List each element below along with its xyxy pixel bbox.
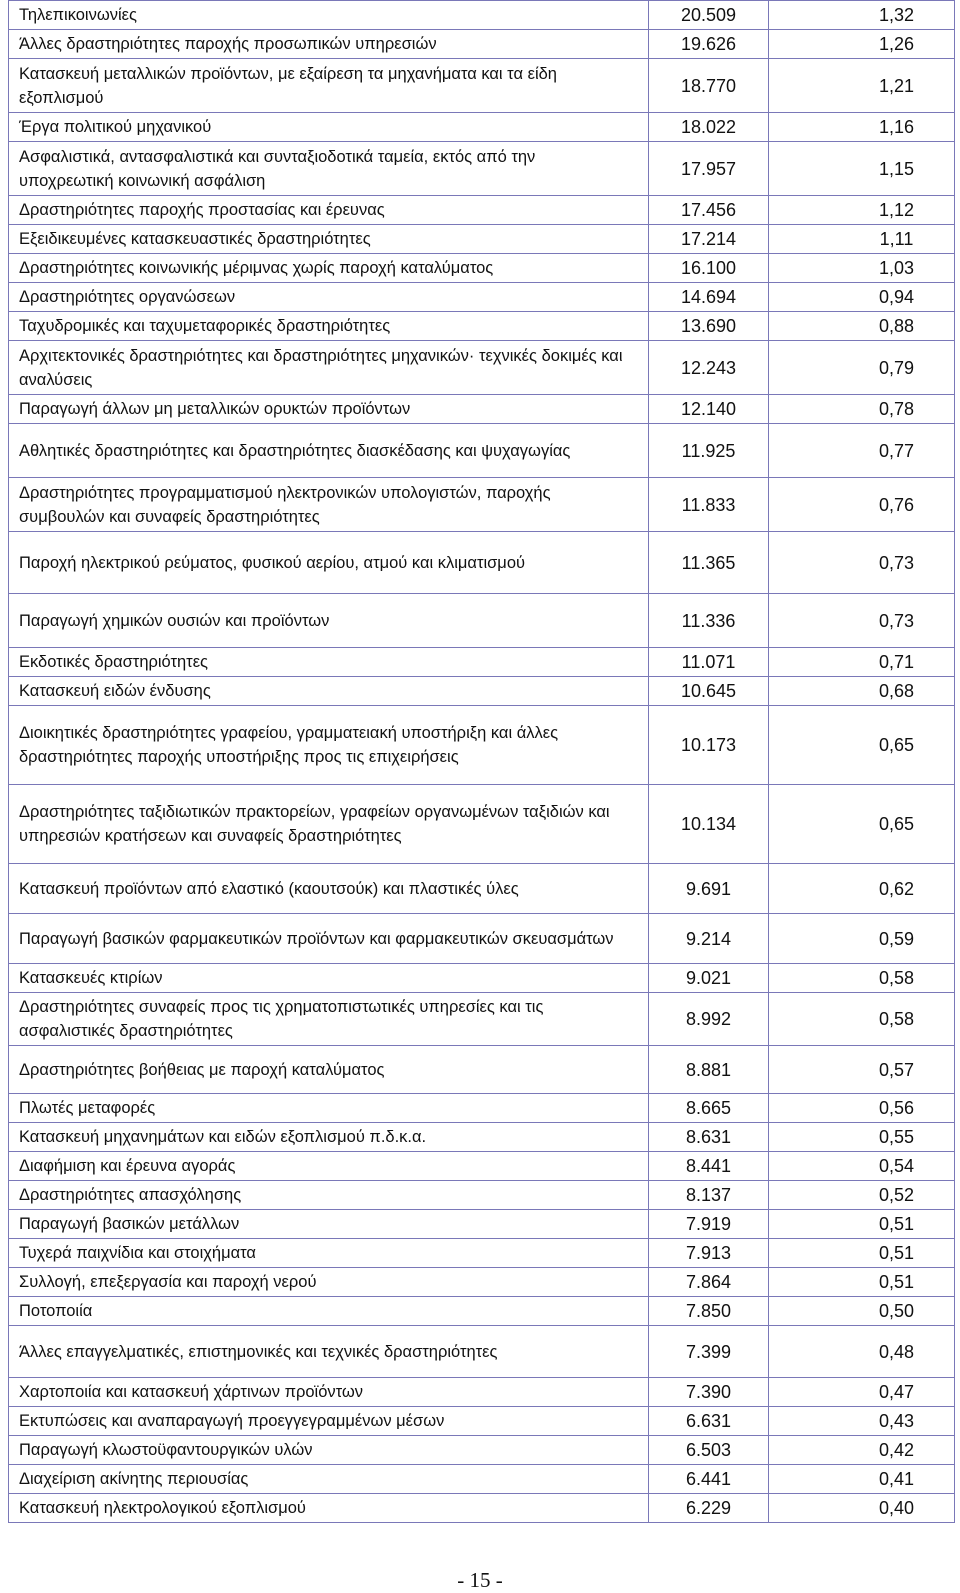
row-name-cell: Άλλες επαγγελματικές, επιστημονικές και τεχνικές δραστηριότητες xyxy=(9,1326,649,1378)
row-pct-cell: 1,32 xyxy=(769,1,955,30)
row-name-cell: Δραστηριότητες ταξιδιωτικών πρακτορείων, γραφείων οργανωμένων ταξιδιών και υπηρεσιών κρατήσεων και συναφείς δραστηριότητες xyxy=(9,785,649,864)
table-row xyxy=(9,283,955,312)
row-name-cell: Αθλητικές δραστηριότητες και δραστηριότητες διασκέδασης και ψυχαγωγίας xyxy=(9,424,649,478)
row-name-cell: Τηλεπικοινωνίες xyxy=(9,1,649,30)
row-pct-cell: 0,68 xyxy=(769,677,955,706)
row-pct-cell: 0,47 xyxy=(769,1378,955,1407)
table-row xyxy=(9,1046,955,1094)
row-count-cell: 17.456 xyxy=(649,196,769,225)
row-name-cell: Παραγωγή κλωστοϋφαντουργικών υλών xyxy=(9,1436,649,1465)
row-count-cell: 18.022 xyxy=(649,113,769,142)
row-count-cell: 7.864 xyxy=(649,1268,769,1297)
row-pct-cell: 0,42 xyxy=(769,1436,955,1465)
row-pct-cell: 0,51 xyxy=(769,1239,955,1268)
row-pct-cell: 1,11 xyxy=(769,225,955,254)
row-count-cell: 12.140 xyxy=(649,395,769,424)
row-count-cell: 8.631 xyxy=(649,1123,769,1152)
row-count-cell: 7.919 xyxy=(649,1210,769,1239)
row-count-cell: 7.390 xyxy=(649,1378,769,1407)
table-row xyxy=(9,113,955,142)
row-count-cell: 8.137 xyxy=(649,1181,769,1210)
row-pct-cell: 0,58 xyxy=(769,993,955,1046)
row-pct-cell: 0,57 xyxy=(769,1046,955,1094)
row-name-cell: Ταχυδρομικές και ταχυμεταφορικές δραστηριότητες xyxy=(9,312,649,341)
table-row xyxy=(9,312,955,341)
row-pct-cell: 0,79 xyxy=(769,341,955,395)
table-row xyxy=(9,677,955,706)
row-pct-cell: 0,58 xyxy=(769,964,955,993)
table-row xyxy=(9,706,955,785)
row-pct-cell: 0,88 xyxy=(769,312,955,341)
sectors-table-body xyxy=(9,1,955,1523)
row-name-cell: Χαρτοποιία και κατασκευή χάρτινων προϊόντων xyxy=(9,1378,649,1407)
row-pct-cell: 0,59 xyxy=(769,914,955,964)
row-name-cell: Δραστηριότητες παροχής προστασίας και έρευνας xyxy=(9,196,649,225)
table-row xyxy=(9,1326,955,1378)
row-name-cell: Διοικητικές δραστηριότητες γραφείου, γραμματειακή υποστήριξη και άλλες δραστηριότητες παροχής υποστήριξης προς τις επιχειρήσεις xyxy=(9,706,649,785)
table-row xyxy=(9,1181,955,1210)
table-row xyxy=(9,225,955,254)
row-count-cell: 17.214 xyxy=(649,225,769,254)
row-count-cell: 10.173 xyxy=(649,706,769,785)
row-pct-cell: 1,21 xyxy=(769,59,955,113)
row-name-cell: Παραγωγή βασικών φαρμακευτικών προϊόντων και φαρμακευτικών σκευασμάτων xyxy=(9,914,649,964)
row-count-cell: 6.503 xyxy=(649,1436,769,1465)
row-count-cell: 8.441 xyxy=(649,1152,769,1181)
row-name-cell: Δραστηριότητες βοήθειας με παροχή καταλύματος xyxy=(9,1046,649,1094)
table-row xyxy=(9,1123,955,1152)
row-count-cell: 6.631 xyxy=(649,1407,769,1436)
row-pct-cell: 0,40 xyxy=(769,1494,955,1523)
row-name-cell: Δραστηριότητες προγραμματισμού ηλεκτρονικών υπολογιστών, παροχής συμβουλών και συναφείς δραστηριότητες xyxy=(9,478,649,532)
row-name-cell: Διαχείριση ακίνητης περιουσίας xyxy=(9,1465,649,1494)
row-name-cell: Δραστηριότητες κοινωνικής μέριμνας χωρίς παροχή καταλύματος xyxy=(9,254,649,283)
row-name-cell: Παραγωγή βασικών μετάλλων xyxy=(9,1210,649,1239)
row-name-cell: Αρχιτεκτονικές δραστηριότητες και δραστηριότητες μηχανικών· τεχνικές δοκιμές και αναλύσεις xyxy=(9,341,649,395)
table-row xyxy=(9,1297,955,1326)
row-name-cell: Πλωτές μεταφορές xyxy=(9,1094,649,1123)
row-count-cell: 14.694 xyxy=(649,283,769,312)
row-pct-cell: 0,94 xyxy=(769,283,955,312)
row-name-cell: Κατασκευές κτιρίων xyxy=(9,964,649,993)
row-pct-cell: 0,73 xyxy=(769,594,955,648)
row-count-cell: 20.509 xyxy=(649,1,769,30)
table-row xyxy=(9,1268,955,1297)
row-count-cell: 11.071 xyxy=(649,648,769,677)
table-row xyxy=(9,59,955,113)
row-count-cell: 7.850 xyxy=(649,1297,769,1326)
row-pct-cell: 1,15 xyxy=(769,142,955,196)
row-count-cell: 12.243 xyxy=(649,341,769,395)
table-row xyxy=(9,395,955,424)
row-count-cell: 6.441 xyxy=(649,1465,769,1494)
row-name-cell: Δραστηριότητες απασχόλησης xyxy=(9,1181,649,1210)
table-row xyxy=(9,478,955,532)
row-pct-cell: 0,62 xyxy=(769,864,955,914)
table-row xyxy=(9,254,955,283)
row-pct-cell: 0,55 xyxy=(769,1123,955,1152)
row-count-cell: 16.100 xyxy=(649,254,769,283)
row-name-cell: Τυχερά παιχνίδια και στοιχήματα xyxy=(9,1239,649,1268)
row-pct-cell: 0,43 xyxy=(769,1407,955,1436)
row-count-cell: 8.992 xyxy=(649,993,769,1046)
table-row xyxy=(9,341,955,395)
row-pct-cell: 0,41 xyxy=(769,1465,955,1494)
row-count-cell: 11.833 xyxy=(649,478,769,532)
table-row xyxy=(9,1239,955,1268)
row-count-cell: 18.770 xyxy=(649,59,769,113)
row-name-cell: Εξειδικευμένες κατασκευαστικές δραστηριότητες xyxy=(9,225,649,254)
row-count-cell: 13.690 xyxy=(649,312,769,341)
row-name-cell: Ποτοποιία xyxy=(9,1297,649,1326)
table-row xyxy=(9,1152,955,1181)
row-name-cell: Εκτυπώσεις και αναπαραγωγή προεγγεγραμμένων μέσων xyxy=(9,1407,649,1436)
table-row xyxy=(9,1094,955,1123)
table-row xyxy=(9,196,955,225)
row-count-cell: 17.957 xyxy=(649,142,769,196)
table-row xyxy=(9,1,955,30)
row-pct-cell: 0,65 xyxy=(769,785,955,864)
table-row xyxy=(9,30,955,59)
row-count-cell: 9.691 xyxy=(649,864,769,914)
table-row xyxy=(9,1465,955,1494)
table-row xyxy=(9,785,955,864)
row-pct-cell: 1,12 xyxy=(769,196,955,225)
row-count-cell: 7.913 xyxy=(649,1239,769,1268)
table-row xyxy=(9,648,955,677)
row-name-cell: Εκδοτικές δραστηριότητες xyxy=(9,648,649,677)
row-pct-cell: 0,77 xyxy=(769,424,955,478)
row-name-cell: Δραστηριότητες συναφείς προς τις χρηματοπιστωτικές υπηρεσίες και τις ασφαλιστικές δραστηριότητες xyxy=(9,993,649,1046)
row-count-cell: 7.399 xyxy=(649,1326,769,1378)
table-row xyxy=(9,142,955,196)
row-count-cell: 10.134 xyxy=(649,785,769,864)
row-pct-cell: 0,78 xyxy=(769,395,955,424)
table-row xyxy=(9,964,955,993)
table-row xyxy=(9,424,955,478)
row-pct-cell: 0,52 xyxy=(769,1181,955,1210)
row-pct-cell: 0,76 xyxy=(769,478,955,532)
row-count-cell: 19.626 xyxy=(649,30,769,59)
row-count-cell: 8.881 xyxy=(649,1046,769,1094)
table-row xyxy=(9,1407,955,1436)
row-pct-cell: 0,54 xyxy=(769,1152,955,1181)
row-pct-cell: 0,56 xyxy=(769,1094,955,1123)
row-count-cell: 8.665 xyxy=(649,1094,769,1123)
row-name-cell: Δραστηριότητες οργανώσεων xyxy=(9,283,649,312)
row-pct-cell: 0,51 xyxy=(769,1210,955,1239)
row-pct-cell: 1,16 xyxy=(769,113,955,142)
row-name-cell: Παραγωγή χημικών ουσιών και προϊόντων xyxy=(9,594,649,648)
row-count-cell: 6.229 xyxy=(649,1494,769,1523)
row-pct-cell: 0,71 xyxy=(769,648,955,677)
row-name-cell: Διαφήμιση και έρευνα αγοράς xyxy=(9,1152,649,1181)
table-row xyxy=(9,914,955,964)
row-name-cell: Κατασκευή ειδών ένδυσης xyxy=(9,677,649,706)
row-pct-cell: 0,51 xyxy=(769,1268,955,1297)
row-count-cell: 11.336 xyxy=(649,594,769,648)
row-pct-cell: 0,73 xyxy=(769,532,955,594)
row-pct-cell: 0,48 xyxy=(769,1326,955,1378)
table-row xyxy=(9,532,955,594)
row-count-cell: 9.021 xyxy=(649,964,769,993)
row-pct-cell: 1,03 xyxy=(769,254,955,283)
row-pct-cell: 0,50 xyxy=(769,1297,955,1326)
row-pct-cell: 1,26 xyxy=(769,30,955,59)
table-row xyxy=(9,1378,955,1407)
table-row xyxy=(9,864,955,914)
table-row xyxy=(9,1494,955,1523)
table-row xyxy=(9,1210,955,1239)
row-name-cell: Κατασκευή μεταλλικών προϊόντων, με εξαίρεση τα μηχανήματα και τα είδη εξοπλισμού xyxy=(9,59,649,113)
row-name-cell: Κατασκευή μηχανημάτων και ειδών εξοπλισμού π.δ.κ.α. xyxy=(9,1123,649,1152)
table-row xyxy=(9,993,955,1046)
row-name-cell: Παραγωγή άλλων μη μεταλλικών ορυκτών προϊόντων xyxy=(9,395,649,424)
row-name-cell: Συλλογή, επεξεργασία και παροχή νερού xyxy=(9,1268,649,1297)
row-name-cell: Ασφαλιστικά, αντασφαλιστικά και συνταξιοδοτικά ταμεία, εκτός από την υποχρεωτική κοινωνική ασφάλιση xyxy=(9,142,649,196)
row-count-cell: 11.925 xyxy=(649,424,769,478)
row-name-cell: Παροχή ηλεκτρικού ρεύματος, φυσικού αερίου, ατμού και κλιματισμού xyxy=(9,532,649,594)
row-name-cell: Κατασκευή ηλεκτρολογικού εξοπλισμού xyxy=(9,1494,649,1523)
page-number: - 15 - xyxy=(457,1568,503,1592)
sectors-table xyxy=(8,0,955,1523)
row-name-cell: Έργα πολιτικού μηχανικού xyxy=(9,113,649,142)
table-row xyxy=(9,594,955,648)
row-count-cell: 11.365 xyxy=(649,532,769,594)
row-name-cell: Κατασκευή προϊόντων από ελαστικό (καουτσούκ) και πλαστικές ύλες xyxy=(9,864,649,914)
table-row xyxy=(9,1436,955,1465)
row-count-cell: 9.214 xyxy=(649,914,769,964)
row-count-cell: 10.645 xyxy=(649,677,769,706)
row-name-cell: Άλλες δραστηριότητες παροχής προσωπικών υπηρεσιών xyxy=(9,30,649,59)
row-pct-cell: 0,65 xyxy=(769,706,955,785)
